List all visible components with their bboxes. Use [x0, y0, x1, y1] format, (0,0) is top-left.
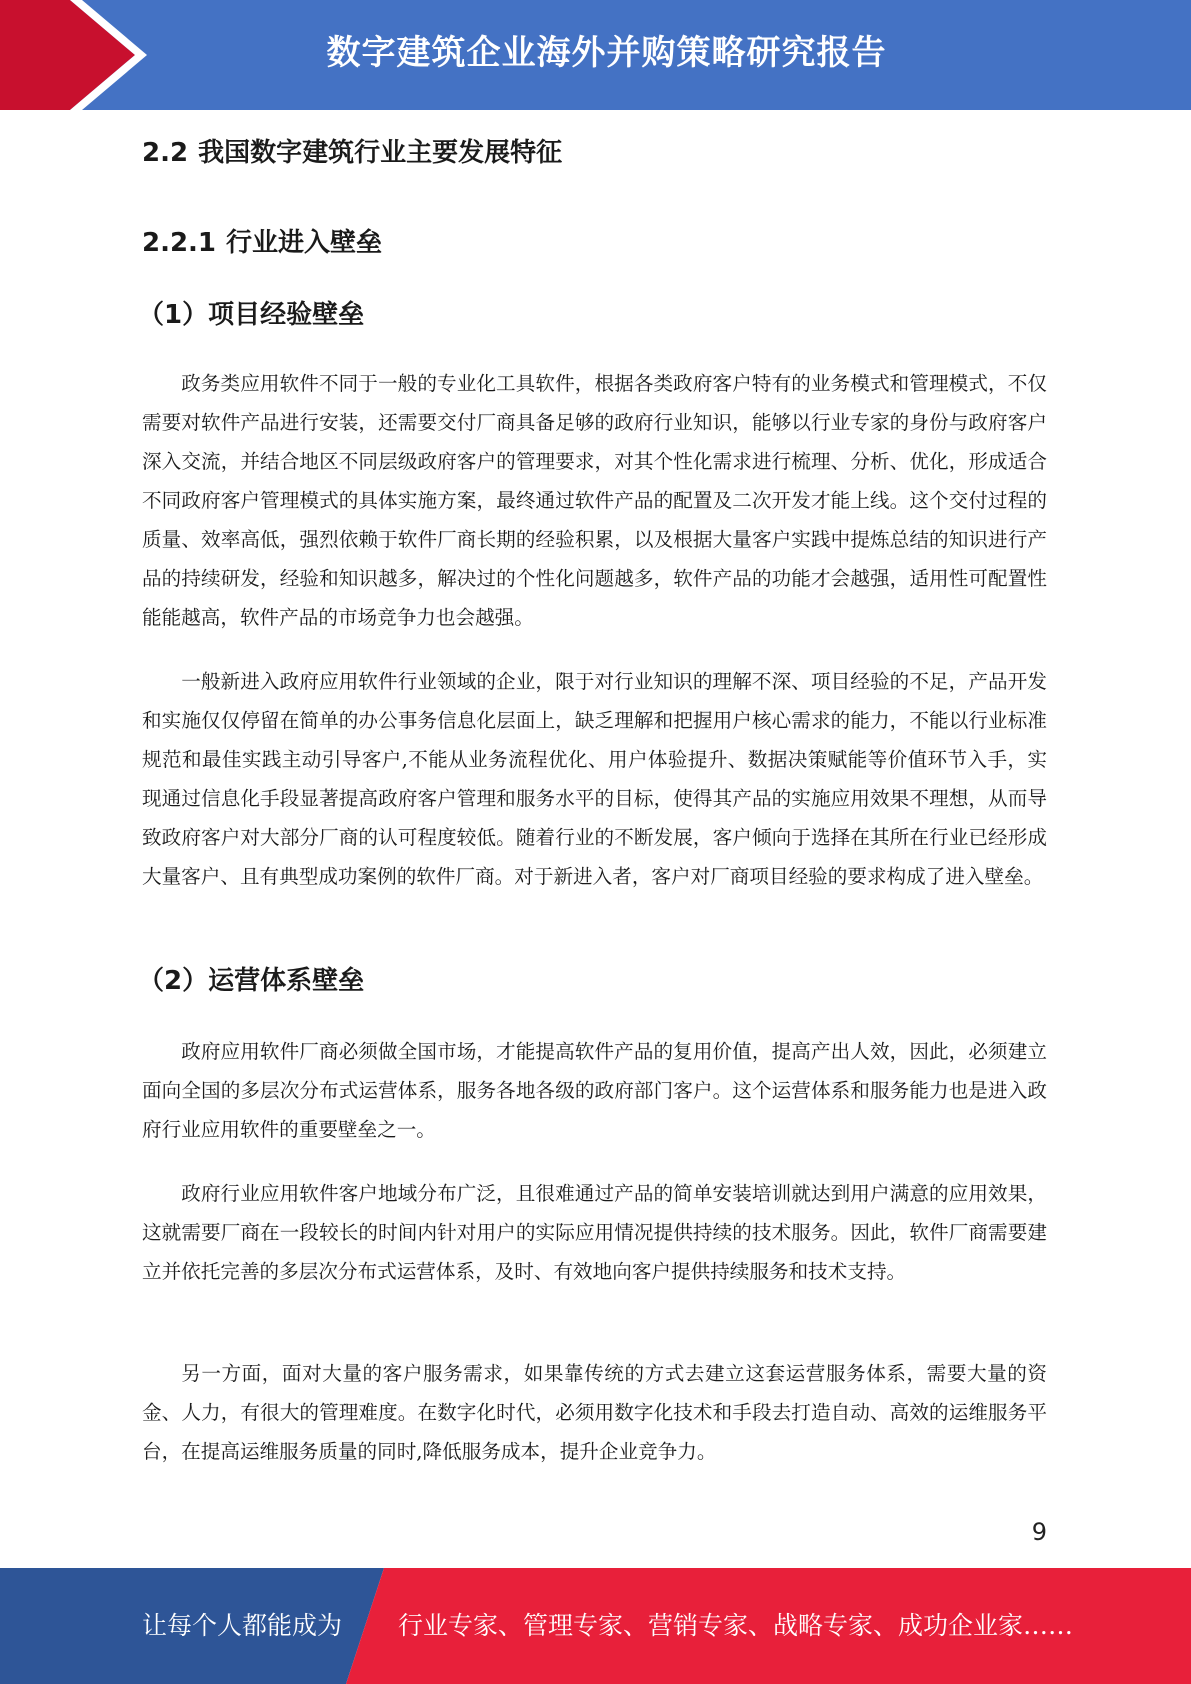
page-number: 9: [1031, 1518, 1047, 1546]
section-heading-2-2: [142, 132, 562, 169]
subsection-heading-project-experience: （1）项目经验壁垒: [138, 300, 365, 330]
footer-slogan-right: 行业专家、管理专家、营销专家、战略专家、成功企业家……: [398, 1611, 1074, 1640]
section-number: 2.2.1: [142, 228, 217, 258]
paragraph: 另一方面，面对大量的客户服务需求，如果靠传统的方式去建立这套运营服务体系，需要大量的资金、人力，有很大的管理难度。在数字化时代，必须用数字化技术和手段去打造自动、高效的运维服务平台，在提高运维服务质量的同时,降低服务成本，提升企业竞争力。: [142, 1362, 1047, 1463]
section-number: 2.2: [142, 138, 189, 168]
paragraph: 政务类应用软件不同于一般的专业化工具软件，根据各类政府客户特有的业务模式和管理模式，不仅需要对软件产品进行安装，还需要交付厂商具备足够的政府行业知识，能够以行业专家的身份与政府客户深入交流，并结合地区不同层级政府客户的管理要求，对其个性化需求进行梳理、分析、优化，形成适合不同政府客户管理模式的具体实施方案，最终通过软件产品的配置及二次开发才能上线。这个交付过程的质量、效率高低，强烈依赖于软件厂商长期的经验积累，以及根据大量客户实践中提炼总结的知识进行产品的持续研发，经验和知识越多，解决过的个性化问题越多，软件产品的功能才会越强，适用性可配置性能能越高，软件产品的市场竞争力也会越强。: [142, 372, 1047, 629]
footer-slogan-left: 让每个人都能成为: [142, 1611, 343, 1640]
paragraph: 政府行业应用软件客户地域分布广泛，且很难通过产品的简单安装培训就达到用户满意的应用效果，这就需要厂商在一段较长的时间内针对用户的实际应用情况提供持续的技术服务。因此，软件厂商需要建立并依托完善的多层次分布式运营体系，及时、有效地向客户提供持续服务和技术支持。: [142, 1182, 1047, 1283]
paragraph: 一般新进入政府应用软件行业领域的企业，限于对行业知识的理解不深、项目经验的不足，产品开发和实施仅仅停留在简单的办公事务信息化层面上，缺乏理解和把握用户核心需求的能力，不能以行业标准规范和最佳实践主动引导客户,不能从业务流程优化、用户体验提升、数据决策赋能等价值环节入手，实现通过信息化手段显著提高政府客户管理和服务水平的目标，使得其产品的实施应用效果不理想，从而导致政府客户对大部分厂商的认可程度较低。随着行业的不断发展，客户倾向于选择在其所在行业已经形成大量客户、且有典型成功案例的软件厂商。对于新进入者，客户对厂商项目经验的要求构成了进入壁垒。: [142, 670, 1047, 888]
section-title: 我国数字建筑行业主要发展特征: [198, 138, 563, 168]
page-header: [0, 0, 1191, 110]
report-title: 数字建筑企业海外并购策略研究报告: [326, 33, 887, 73]
page-footer: [0, 1568, 1191, 1684]
paragraph: 政府应用软件厂商必须做全国市场，才能提高软件产品的复用价值，提高产出人效，因此，必须建立面向全国的多层次分布式运营体系，服务各地各级的政府部门客户。这个运营体系和服务能力也是进入政府行业应用软件的重要壁垒之一。: [142, 1040, 1047, 1141]
subsection-heading-operation-system: （2）运营体系壁垒: [138, 966, 365, 996]
section-title: 行业进入壁垒: [226, 228, 383, 258]
section-heading-2-2-1: [142, 222, 382, 259]
